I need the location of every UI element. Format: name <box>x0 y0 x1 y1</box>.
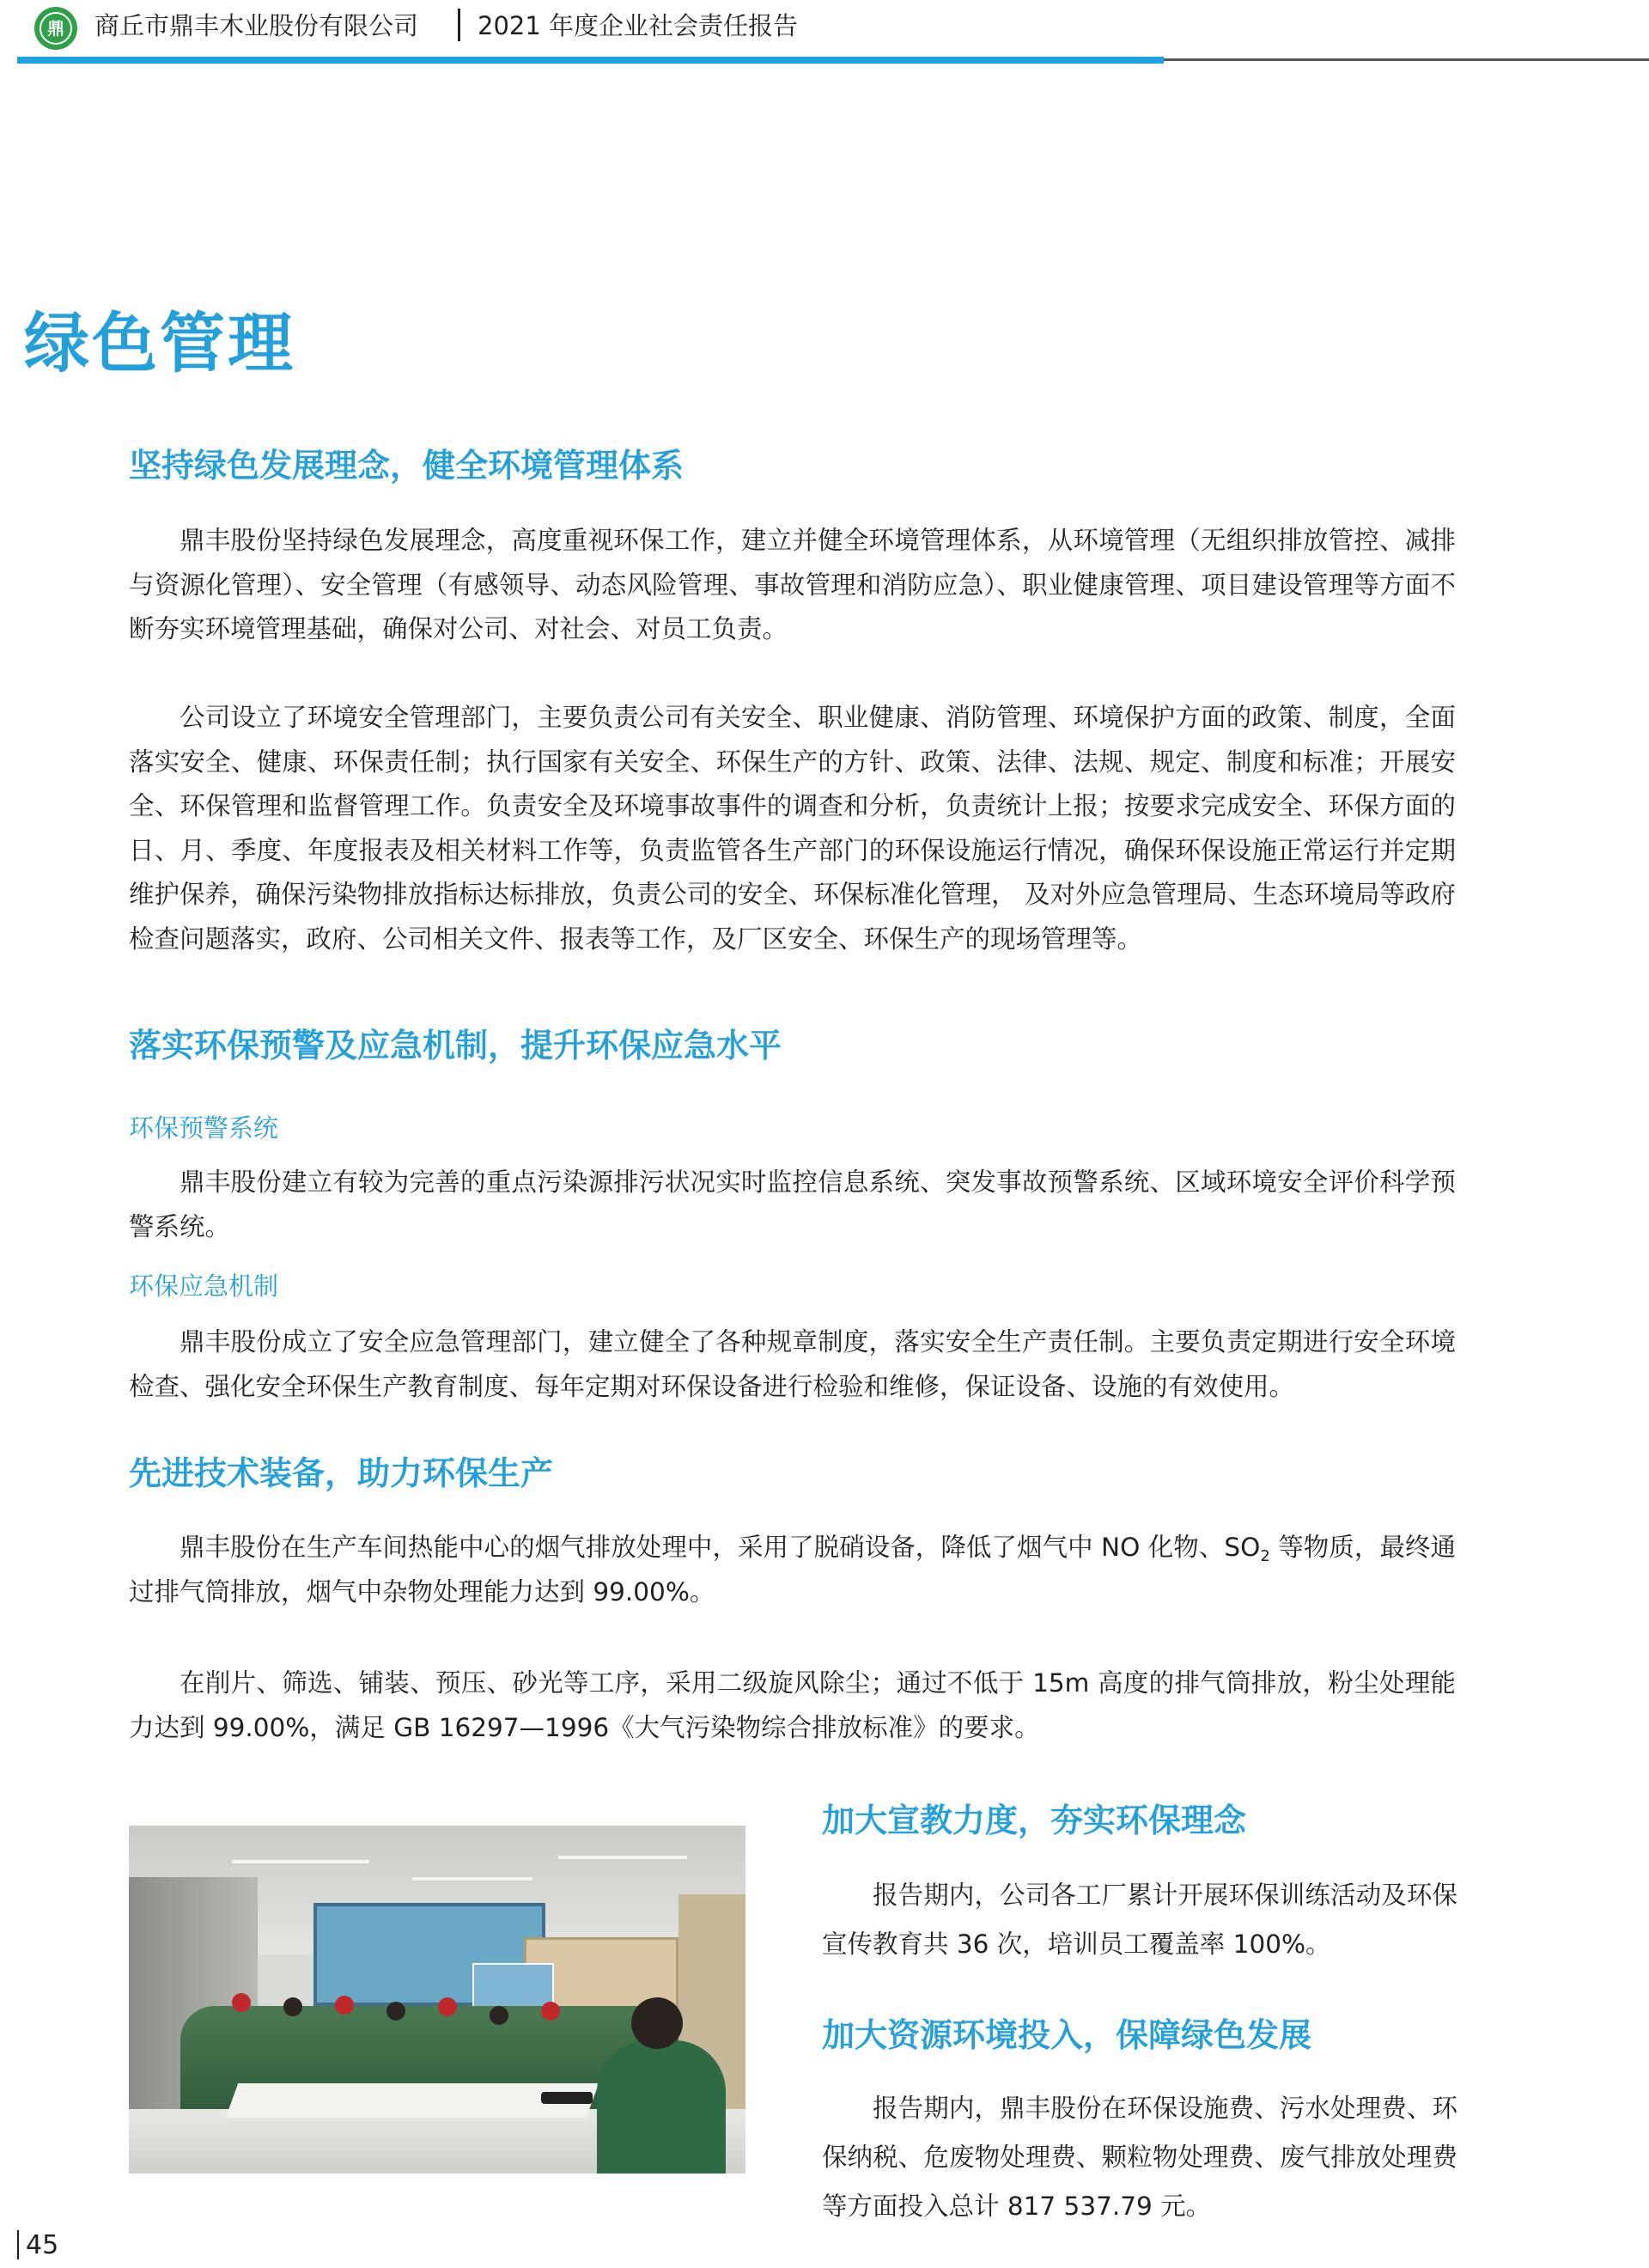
paragraph-dust-removal: 在削片、筛选、铺装、预压、砂光等工序，采用二级旋风除尘；通过不低于 15m 高度的排气筒排放，粉尘处理能力达到 99.00%，满足 GB 16297—1996《大气污染物综合排放标准》的要求。 <box>129 1668 1456 1742</box>
subscript-2: 2 <box>1260 1547 1270 1565</box>
text-flue-gas-part1: 鼎丰股份在生产车间热能中心的烟气排放处理中，采用了脱硝设备，降低了烟气中 NO 化物、SO <box>180 1533 1261 1562</box>
company-name: 商丘市鼎丰木业股份有限公司 <box>94 11 419 40</box>
text-flue-gas-part2: 等物质，最终通过排气筒排放，烟气中杂物处理能力达到 99.00%。 <box>129 1533 1456 1606</box>
paragraph-education: 报告期内，公司各工厂累计开展环保训练活动及环保宣传教育共 36 次，培训员工覆盖率 100%。 <box>822 1881 1457 1959</box>
paragraph-investment: 报告期内，鼎丰股份在环保设施费、污水处理费、环保纳税、危废物处理费、颗粒物处理费、废气排放处理费等方面投入总计 817 537.79 元。 <box>822 2094 1457 2221</box>
photo-head <box>283 1997 302 2016</box>
photo-hard-hat <box>541 2002 560 2021</box>
photo-ceiling-lamp <box>558 1856 687 1859</box>
photo-speaker-head <box>631 1997 683 2049</box>
paragraph-warning-system: 鼎丰股份建立有较为完善的重点污染源排污状况实时监控信息系统、突发事故预警系统、区域环境安全评价科学预警系统。 <box>129 1168 1456 1241</box>
header-rule <box>1164 58 1649 61</box>
logo-mark: 鼎 <box>40 12 72 45</box>
section-heading-environment-system: 坚持绿色发展理念，健全环境管理体系 <box>129 447 685 485</box>
header-rule-accent <box>17 57 1164 64</box>
photo-microphone <box>541 2092 593 2104</box>
page-title: 绿色管理 <box>24 305 295 381</box>
paragraph-flue-gas-treatment <box>129 1526 1456 1614</box>
photo-ceiling-lamp <box>412 1877 532 1881</box>
section-heading-education: 加大宣教力度，夯实环保理念 <box>822 1802 1247 1839</box>
section-heading-technology: 先进技术装备，助力环保生产 <box>129 1454 554 1492</box>
photo-hard-hat <box>335 1996 354 2015</box>
header-separator <box>458 9 460 41</box>
photo-hard-hat <box>438 1997 457 2016</box>
footer-divider <box>17 2230 19 2259</box>
paragraph-safety-department: 公司设立了环境安全管理部门，主要负责公司有关安全、职业健康、消防管理、环境保护方面的政策、制度，全面落实安全、健康、环保责任制；执行国家有关安全、环保生产的方针、政策、法律、法规、规定、制度和标准；开展安全、环保管理和监督管理工作。负责安全及环境事故事件的调查和分析，负责统计上报；按要求完成安全、环保方面的日、月、季度、年度报表及相关材料工作等，负责监管各生产部门的环保设施运行情况，确保环保设施正常运行并定期维护保养，确保污染物排放指标达标排放，负责公司的安全、环保标准化管理， 及对外应急管理局、生态环境局等政府检查问题落实，政府、公司相关文件、报表等工作，及厂区安全、环保生产的现场管理等。 <box>129 703 1456 954</box>
page-header <box>0 0 1649 62</box>
subheading-emergency-mechanism: 环保应急机制 <box>129 1271 279 1301</box>
training-session-photo <box>129 1826 745 2174</box>
photo-speaker <box>597 2040 726 2174</box>
photo-head <box>386 2002 405 2021</box>
paragraph-emergency-mechanism: 鼎丰股份成立了安全应急管理部门，建立健全了各种规章制度，落实安全生产责任制。主要负责定期进行安全环境检查、强化安全环保生产教育制度、每年定期对环保设备进行检验和维修，保证设备、设施的有效使用。 <box>129 1327 1456 1401</box>
photo-ceiling-lamp <box>232 1860 369 1863</box>
section-heading-emergency-mechanism: 落实环保预警及应急机制，提升环保应急水平 <box>129 1027 782 1064</box>
photo-hard-hat <box>232 1993 251 2012</box>
report-title: 2021 年度企业社会责任报告 <box>478 11 799 40</box>
page-number: 45 <box>26 2230 59 2260</box>
section-heading-investment: 加大资源环境投入，保障绿色发展 <box>822 2016 1312 2054</box>
photo-head <box>490 2006 508 2025</box>
paragraph-environment-system: 鼎丰股份坚持绿色发展理念，高度重视环保工作，建立并健全环境管理体系，从环境管理（无组织排放管控、减排与资源化管理）、安全管理（有感领导、动态风险管理、事故管理和消防应急）、职业健康管理、项目建设管理等方面不断夯实环境管理基础，确保对公司、对社会、对员工负责。 <box>129 526 1456 643</box>
subheading-warning-system: 环保预警系统 <box>129 1113 279 1143</box>
company-logo-icon <box>34 7 77 50</box>
